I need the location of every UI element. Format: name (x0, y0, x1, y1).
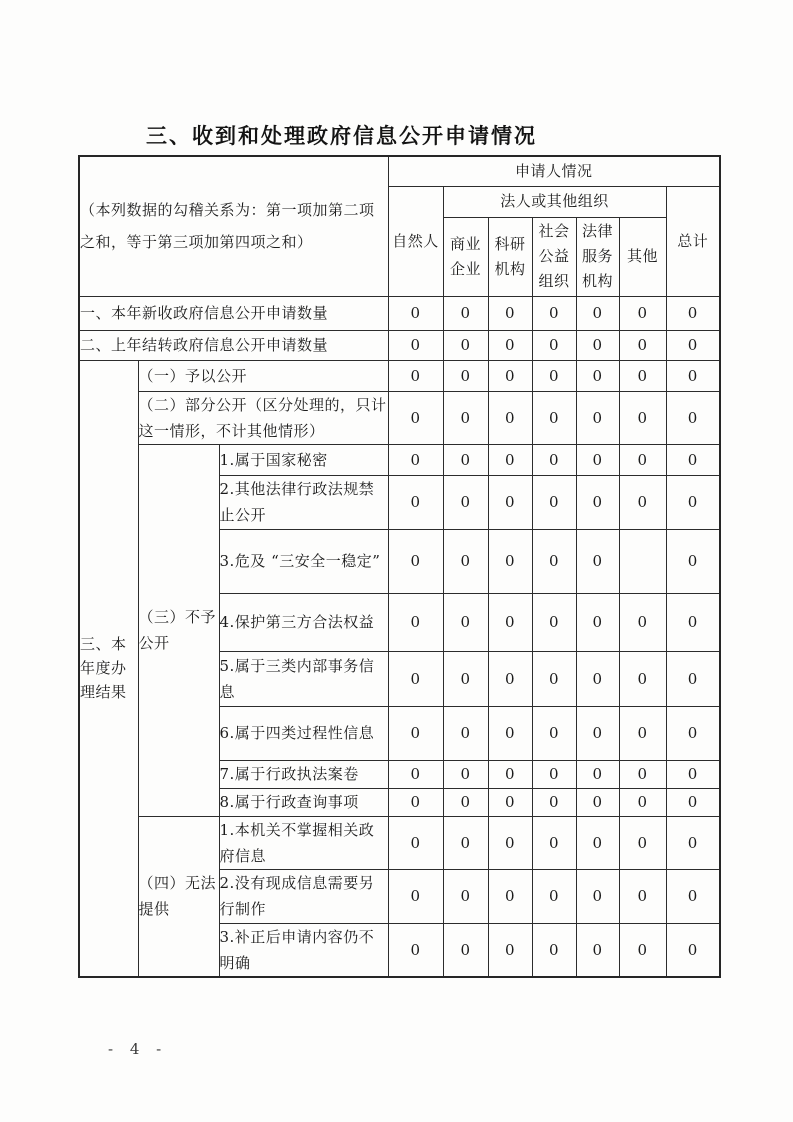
value-cell: 0 (532, 475, 576, 529)
value-cell: 0 (576, 923, 619, 977)
header-applicant-status: 申请人情况 (388, 156, 720, 186)
value-cell: 0 (532, 444, 576, 475)
table-row (79, 330, 720, 360)
value-cell: 0 (666, 529, 720, 593)
value-cell: 0 (443, 360, 488, 391)
value-cell: 0 (576, 391, 619, 444)
value-cell: 0 (443, 706, 488, 760)
value-cell: 0 (388, 444, 443, 475)
value-cell: 0 (619, 296, 666, 330)
value-cell: 0 (443, 475, 488, 529)
value-cell: 0 (488, 816, 532, 869)
table-header-row (79, 156, 720, 186)
value-cell: 0 (619, 816, 666, 869)
value-cell: 0 (532, 869, 576, 923)
value-cell: 0 (619, 788, 666, 816)
value-cell: 0 (532, 788, 576, 816)
value-cell: 0 (619, 391, 666, 444)
value-cell: 0 (532, 360, 576, 391)
value-cell: 0 (443, 869, 488, 923)
value-cell: 0 (388, 760, 443, 788)
value-cell: 0 (576, 475, 619, 529)
header-social-welfare-org: 社会公益组织 (532, 217, 576, 296)
value-cell: 0 (576, 330, 619, 360)
value-cell: 0 (443, 296, 488, 330)
value-cell: 0 (666, 706, 720, 760)
value-cell: 0 (443, 816, 488, 869)
row-label: 4.保护第三方合法权益 (219, 593, 388, 651)
report-table (78, 155, 721, 978)
row-label: 3.危及 “三安全一稳定” (219, 529, 388, 593)
value-cell: 0 (666, 816, 720, 869)
value-cell: 0 (443, 651, 488, 706)
header-total: 总计 (666, 186, 720, 296)
row-label: 5.属于三类内部事务信息 (219, 651, 388, 706)
row-label: 1.属于国家秘密 (219, 444, 388, 475)
value-cell: 0 (666, 475, 720, 529)
value-cell: 0 (576, 593, 619, 651)
value-cell: 0 (666, 444, 720, 475)
value-cell: 0 (488, 360, 532, 391)
value-cell: 0 (576, 816, 619, 869)
value-cell: 0 (532, 391, 576, 444)
value-cell: 0 (532, 706, 576, 760)
header-other: 其他 (619, 217, 666, 296)
value-cell: 0 (666, 923, 720, 977)
value-cell: 0 (532, 593, 576, 651)
value-cell: 0 (666, 869, 720, 923)
table-row (79, 360, 720, 391)
value-cell: 0 (488, 296, 532, 330)
page-number: - 4 - (108, 1040, 168, 1058)
value-cell: 0 (619, 869, 666, 923)
header-natural-person: 自然人 (388, 186, 443, 296)
value-cell: 0 (488, 651, 532, 706)
value-cell: 0 (388, 475, 443, 529)
value-cell: 0 (388, 706, 443, 760)
value-cell: 0 (443, 923, 488, 977)
row-label: 1.本机关不掌握相关政府信息 (219, 816, 388, 869)
value-cell: 0 (619, 330, 666, 360)
row-label: 一、本年新收政府信息公开申请数量 (79, 296, 388, 330)
table-row (79, 444, 720, 475)
group-label-unable-to-provide: （四）无法提供 (138, 816, 219, 977)
value-cell: 0 (388, 529, 443, 593)
group-label-annual-results: 三、本年度办理结果 (79, 360, 138, 977)
table-row (79, 391, 720, 444)
value-cell: 0 (666, 391, 720, 444)
value-cell: 0 (488, 475, 532, 529)
value-cell: 0 (619, 444, 666, 475)
value-cell: 0 (488, 788, 532, 816)
row-label: 二、上年结转政府信息公开申请数量 (79, 330, 388, 360)
value-cell: 0 (388, 923, 443, 977)
value-cell: 0 (443, 391, 488, 444)
group-label-not-disclosed: （三）不予公开 (138, 444, 219, 816)
value-cell: 0 (488, 330, 532, 360)
value-cell: 0 (666, 296, 720, 330)
value-cell: 0 (388, 593, 443, 651)
value-cell: 0 (532, 330, 576, 360)
value-cell: 0 (666, 760, 720, 788)
value-cell: 0 (619, 651, 666, 706)
header-commercial-enterprise: 商业企业 (443, 217, 488, 296)
row-label: 6.属于四类过程性信息 (219, 706, 388, 760)
header-legal-service-org: 法律服务机构 (576, 217, 619, 296)
value-cell: 0 (532, 296, 576, 330)
value-cell: 0 (576, 296, 619, 330)
value-cell: 0 (666, 330, 720, 360)
row-label: （二）部分公开（区分处理的，只计这一情形，不计其他情形） (138, 391, 388, 444)
value-cell (619, 529, 666, 593)
value-cell: 0 (532, 651, 576, 706)
value-cell: 0 (666, 593, 720, 651)
value-cell: 0 (488, 706, 532, 760)
value-cell: 0 (388, 330, 443, 360)
value-cell: 0 (619, 706, 666, 760)
page-title: 三、收到和处理政府信息公开申请情况 (146, 124, 537, 148)
table-row (79, 296, 720, 330)
header-research-institution: 科研机构 (488, 217, 532, 296)
value-cell: 0 (532, 760, 576, 788)
row-label: 2.其他法律行政法规禁止公开 (219, 475, 388, 529)
value-cell: 0 (388, 391, 443, 444)
value-cell: 0 (388, 360, 443, 391)
value-cell: 0 (443, 529, 488, 593)
value-cell: 0 (576, 444, 619, 475)
value-cell: 0 (443, 760, 488, 788)
value-cell: 0 (532, 816, 576, 869)
table-note: （本列数据的勾稽关系为：第一项加第二项之和，等于第三项加第四项之和） (79, 156, 388, 296)
value-cell: 0 (576, 651, 619, 706)
value-cell: 0 (576, 706, 619, 760)
value-cell: 0 (388, 869, 443, 923)
value-cell: 0 (576, 529, 619, 593)
value-cell: 0 (443, 788, 488, 816)
value-cell: 0 (388, 651, 443, 706)
value-cell: 0 (488, 593, 532, 651)
value-cell: 0 (488, 869, 532, 923)
value-cell: 0 (666, 360, 720, 391)
value-cell: 0 (443, 330, 488, 360)
value-cell: 0 (488, 391, 532, 444)
value-cell: 0 (666, 651, 720, 706)
value-cell: 0 (388, 816, 443, 869)
row-label: 7.属于行政执法案卷 (219, 760, 388, 788)
row-label: 3.补正后申请内容仍不明确 (219, 923, 388, 977)
value-cell: 0 (619, 923, 666, 977)
value-cell: 0 (388, 788, 443, 816)
value-cell: 0 (619, 475, 666, 529)
value-cell: 0 (388, 296, 443, 330)
value-cell: 0 (576, 869, 619, 923)
header-legal-or-other-org: 法人或其他组织 (443, 186, 666, 217)
value-cell: 0 (532, 923, 576, 977)
value-cell: 0 (488, 444, 532, 475)
value-cell: 0 (532, 529, 576, 593)
value-cell: 0 (443, 444, 488, 475)
row-label: 8.属于行政查询事项 (219, 788, 388, 816)
value-cell: 0 (576, 788, 619, 816)
value-cell: 0 (443, 593, 488, 651)
row-label: 2.没有现成信息需要另行制作 (219, 869, 388, 923)
value-cell: 0 (576, 760, 619, 788)
value-cell: 0 (666, 788, 720, 816)
value-cell: 0 (619, 360, 666, 391)
table-row (79, 816, 720, 869)
value-cell: 0 (488, 923, 532, 977)
row-label: （一）予以公开 (138, 360, 388, 391)
value-cell: 0 (488, 760, 532, 788)
value-cell: 0 (619, 593, 666, 651)
value-cell: 0 (619, 760, 666, 788)
value-cell: 0 (576, 360, 619, 391)
value-cell: 0 (488, 529, 532, 593)
